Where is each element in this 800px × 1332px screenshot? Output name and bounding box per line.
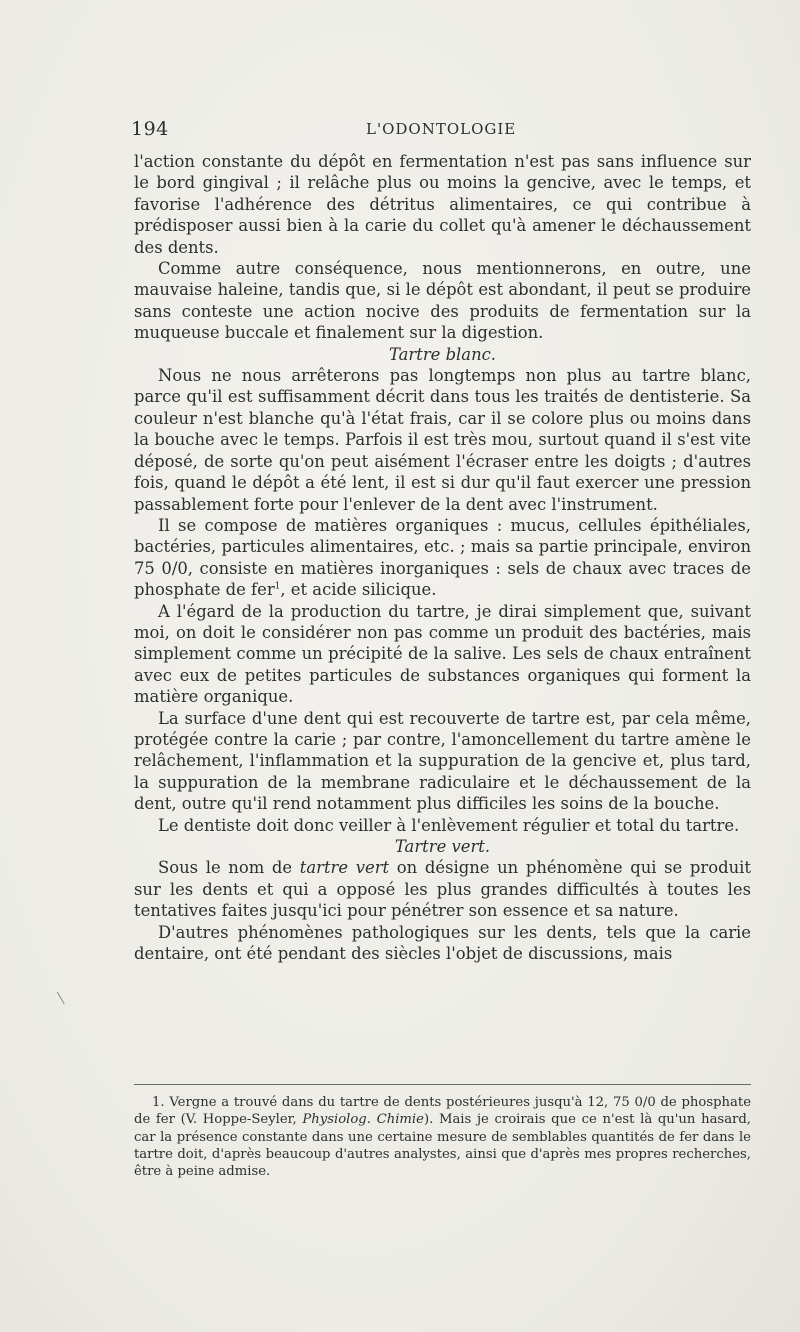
paragraph-other-phenomena: D'autres phénomènes pathologiques sur les dents, tels que la carie dentaire, ont été pendant des siècles l'objet de discussions, mais — [134, 922, 751, 964]
page-number: 194 — [131, 118, 169, 140]
tartre-vert-text: Sous le nom de — [158, 858, 300, 878]
composition-text-end: , et acide silicique. — [280, 580, 437, 600]
tartre-vert-text-end: on désigne un phénomène qui se produit sur les dents et qui a opposé les plus grandes difficultés à toutes les tentatives faites jusqu'ici pour pénétrer son essence et sa nature. — [134, 858, 751, 921]
paragraph-continuation: l'action constante du dépôt en fermentation n'est pas sans influence sur le bord gingival ; il relâche plus ou moins la gencive, avec le temps, et favorise l'adhérence des détritus alimentaires, ce qui contribue à prédisposer aussi bien à la carie du collet qu'à amener le déchaussement des dents. — [134, 152, 751, 257]
footnote-number: 1. — [152, 1095, 165, 1110]
footnote-text: Vergne a trouvé dans du tartre de dents postérieures jusqu'à 12, 75 0/0 de phosphate de fer (V. Hoppe-Seyler, — [134, 1095, 751, 1128]
paragraph-production: A l'égard de la production du tartre, je dirai simplement que, suivant moi, on doit le considérer non pas comme un produit des bactéries, mais simplement comme un précipité de la salive. Les sels de chaux entraînent avec eux de petites particules de substances organiques qui forment la matière organique. — [134, 601, 751, 707]
main-text — [134, 151, 751, 964]
section-heading-tartre-vert: Tartre vert. — [394, 837, 491, 856]
paragraph-tartre-blanc-intro: Nous ne nous arrêterons pas longtemps non plus au tartre blanc, parce qu'il est suffisamment décrit dans tous les traités de dentisterie. Sa couleur n'est blanche qu'à l'état frais, car il se colore plus ou moins dans la bouche avec le temps. Parfois il est très mou, surtout quand il s'est vite déposé, de sorte qu'on peut aisément l'écraser entre les doigts ; d'autres fois, quand le dépôt a été lent, il est si dur qu'il faut exercer une pression passablement forte pour l'enlever de la dent avec l'instrument. — [134, 366, 751, 514]
margin-mark — [57, 990, 68, 1005]
paragraph-consequence: Comme autre conséquence, nous mentionnerons, en outre, une mauvaise haleine, tandis que, si le dépôt est abondant, il peut se produire sans conteste une action nocive des produits de fermentation sur la muqueuse buccale et finalement sur la digestion. — [134, 259, 751, 343]
footnote-citation: Physiolog. Chimie — [302, 1112, 424, 1128]
paragraph-tartre-vert-intro — [134, 857, 751, 921]
paragraph-dentist: Le dentiste doit donc veiller à l'enlèvement régulier et total du tartre. — [158, 815, 740, 835]
footnote — [134, 1094, 751, 1180]
section-heading-tartre-blanc: Tartre blanc. — [388, 344, 497, 364]
footnote-text-end: ). Mais je croirais que ce n'est là qu'un hasard, car la présence constante dans une certaine mesure de semblables quantités de fer dans le tartre doit, d'après beaucoup d'autres analystes, ainsi que d'après mes propres recherches, être à peine admise. — [134, 1112, 751, 1180]
tartre-vert-term: tartre vert — [299, 858, 390, 878]
paragraph-composition — [134, 515, 751, 601]
page-header — [131, 118, 751, 142]
paragraph-surface: La surface d'une dent qui est recouverte de tartre est, par cela même, protégée contre la carie ; par contre, l'amoncellement du tartre amène le relâchement, l'inflammation et la suppuration de la gencive et, plus tard, la suppuration de la membrane radiculaire et le déchaussement de la dent, outre qu'il rend notamment plus difficiles les soins de la bouche. — [134, 708, 751, 814]
running-title: L'ODONTOLOGIE — [366, 120, 517, 138]
footnote-reference: 1 — [274, 581, 281, 592]
footnote-divider — [134, 1084, 751, 1085]
composition-text: Il se compose de matières organiques : mucus, cellules épithéliales, bactéries, particules alimentaires, etc. ; mais sa partie principale, environ 75 0/0, consiste en matières inorganiques : sels de chaux avec traces de phosphate de fer — [134, 515, 751, 600]
